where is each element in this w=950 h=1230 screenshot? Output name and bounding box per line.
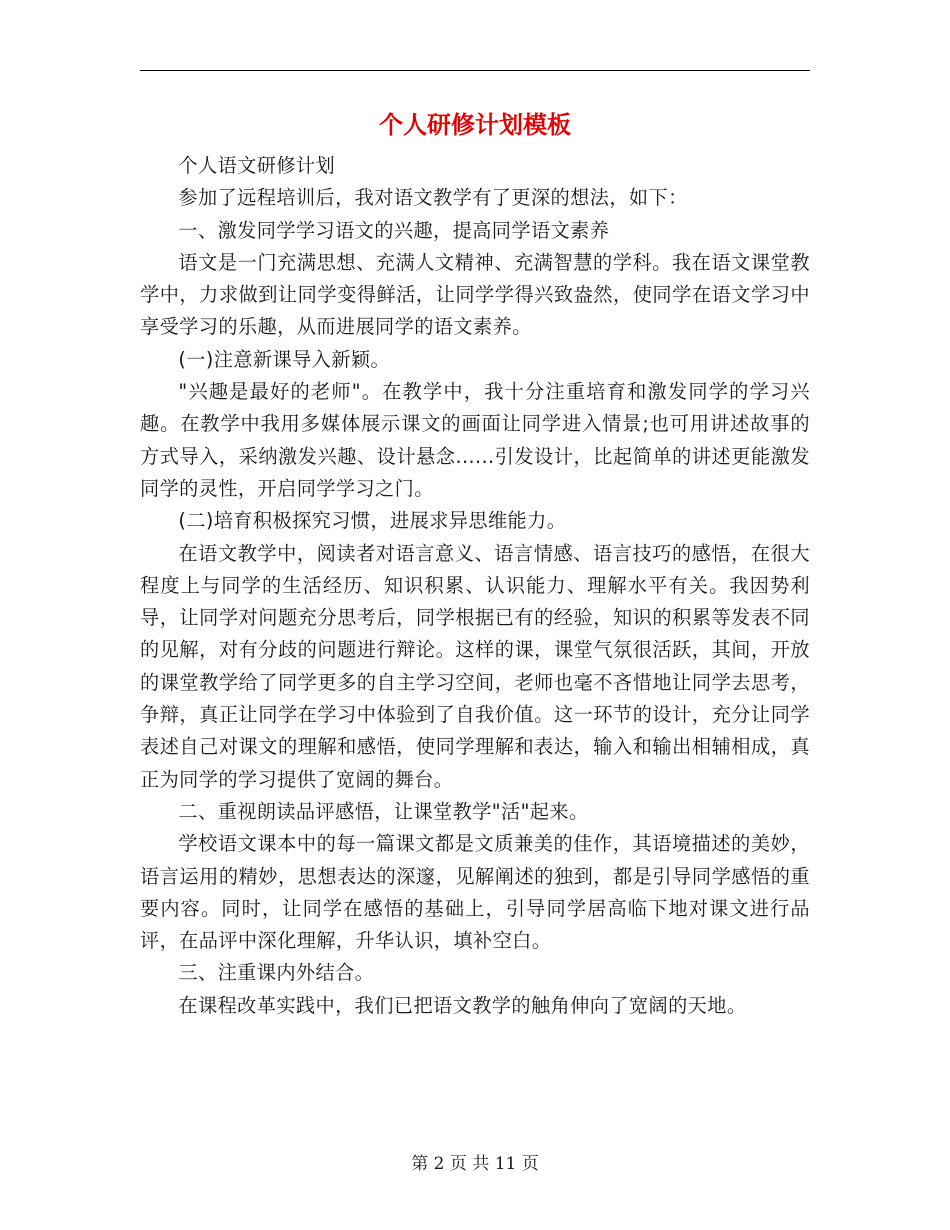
paragraph: 个人语文研修计划 [178,154,336,177]
section-heading: 二、重视朗读品评感悟，让课堂教学"活"起来。 [178,799,589,823]
subsection-heading: (一)注意新课导入新颖。 [178,347,391,371]
document-body [140,150,810,1022]
subsection-heading: (二)培育积极探究习惯，进展求异思维能力。 [178,509,567,533]
section-heading: 三、注重课内外结合。 [178,961,375,985]
paragraph: 学校语文课本中的每一篇课文都是文质兼美的佳作，其语境描述的美妙，语言运用的精妙，思想表达的深邃，见解阐述的独到，都是引导同学感悟的重要内容。同时，让同学在感悟的基础上，引导同学居高临下地对课文进行品评，在品评中深化理解，升华认识，填补空白。 [140,832,810,953]
paragraph: 语文是一门充满思想、充满人文精神、充满智慧的学科。我在语文课堂教学中，力求做到让同学变得鲜活，让同学学得兴致盎然，使同学在语文学习中享受学习的乐趣，从而进展同学的语文素养。 [140,250,810,339]
paragraph: 在语文教学中，阅读者对语言意义、语言情感、语言技巧的感悟，在很大程度上与同学的生活经历、知识积累、认识能力、理解水平有关。我因势利导，让同学对问题充分思考后，同学根据已有的经验，知识的积累等发表不同的见解，对有分歧的问题进行辩论。这样的课，课堂气氛很活跃，其间，开放的课堂教学给了同学更多的自主学习空间，老师也毫不吝惜地让同学去思考，争辩，真正让同学在学习中体验到了自我价值。这一环节的设计，充分让同学表述自己对课文的理解和感悟，使同学理解和表达，输入和输出相辅相成，真正为同学的学习提供了宽阔的舞台。 [140,541,810,791]
section-heading: 一、激发同学学习语文的兴趣，提高同学语文素养 [178,218,610,242]
paragraph: 参加了远程培训后，我对语文教学有了更深的想法，如下： [178,186,688,210]
page-footer: 第 2 页 共 11 页 [411,1154,539,1174]
paragraph: "兴趣是最好的老师"。在教学中，我十分注重培育和激发同学的学习兴趣。在教学中我用多媒体展示课文的画面让同学进入情景;也可用讲述故事的方式导入，采纳激发兴趣、设计悬念......引发设计，比起简单的讲述更能激发同学的灵性，开启同学学习之门。 [140,380,810,500]
document-title: 个人研修计划模板 [379,111,571,139]
header-rule [140,70,810,71]
paragraph: 在课程改革实践中，我们已把语文教学的触角伸向了宽阔的天地。 [178,993,747,1017]
